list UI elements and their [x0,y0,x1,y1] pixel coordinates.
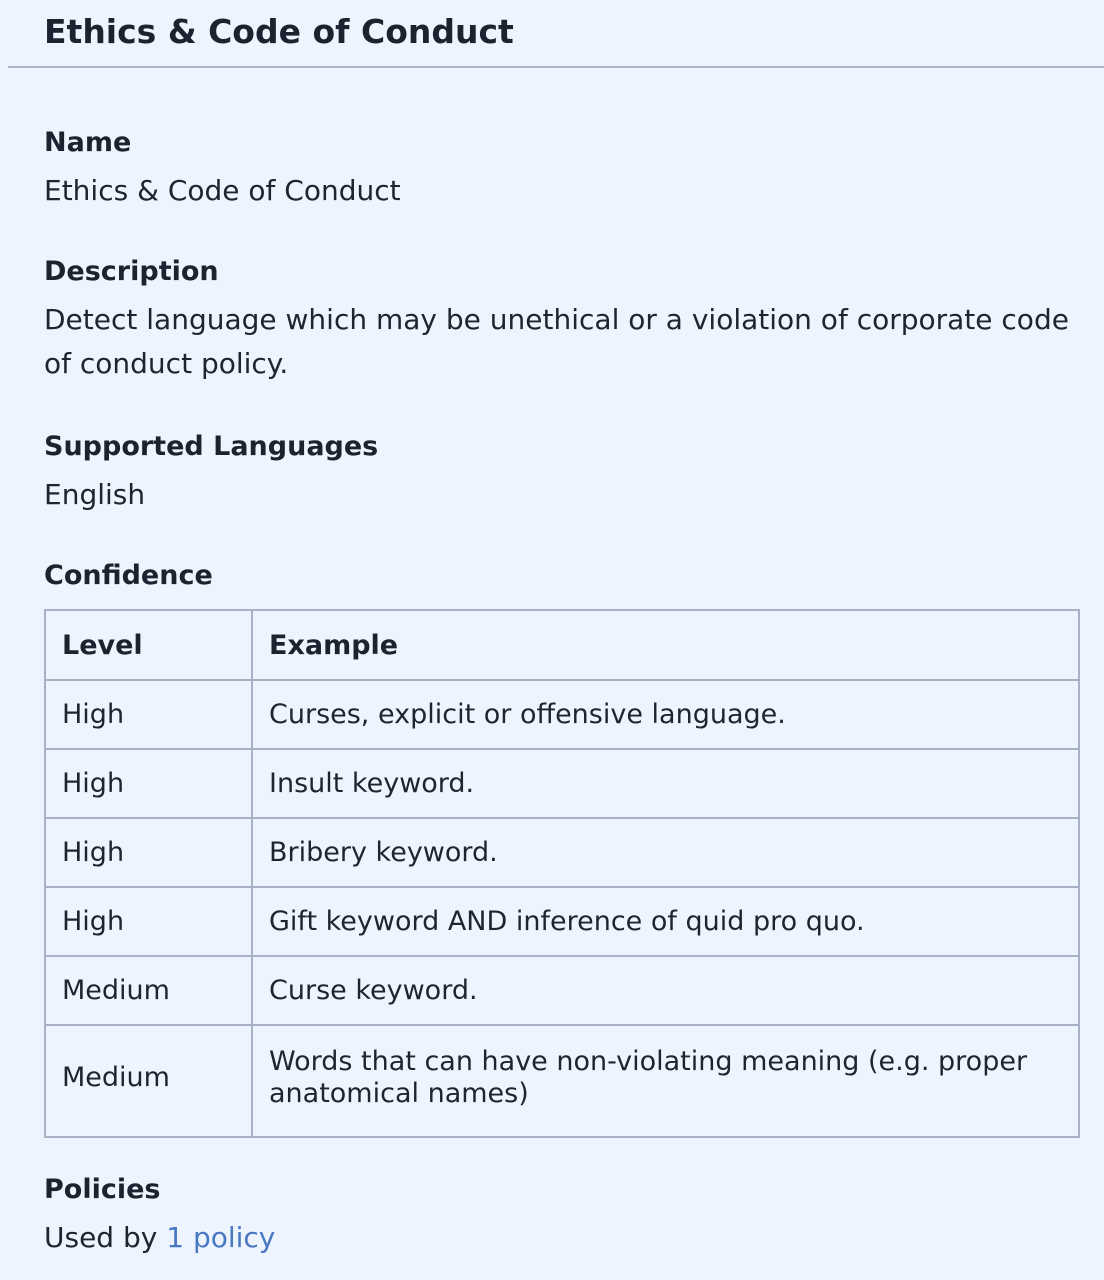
example-cell: Curse keyword. [252,956,1079,1025]
level-cell: High [45,749,252,818]
level-cell: Medium [45,1025,252,1137]
column-header-example: Example [252,610,1079,680]
example-cell: Curses, explicit or offensive language. [252,680,1079,749]
example-cell: Insult keyword. [252,749,1079,818]
policy-link[interactable]: 1 policy [166,1221,276,1254]
table-row [45,1025,1079,1137]
header [8,0,1104,68]
name-value: Ethics & Code of Conduct [44,174,401,207]
level-cell: High [45,818,252,887]
name-label: Name [44,127,132,158]
table-row [45,680,1079,749]
description-label: Description [44,256,219,287]
example-cell: Bribery keyword. [252,818,1079,887]
column-header-level: Level [45,610,252,680]
policies-label: Policies [44,1174,161,1205]
table-row [45,956,1079,1025]
level-cell: High [45,680,252,749]
policies-prefix: Used by [44,1221,167,1254]
table-row [45,818,1079,887]
supported-languages-label: Supported Languages [44,431,379,462]
level-cell: Medium [45,956,252,1025]
confidence-table [44,609,1080,1138]
level-cell: High [45,887,252,956]
table-row [45,887,1079,956]
example-cell: Gift keyword AND inference of quid pro quo. [252,887,1079,956]
policies-value [44,1216,275,1260]
table-row [45,749,1079,818]
supported-languages-value: English [44,478,146,511]
table-header-row [45,610,1079,680]
confidence-label: Confidence [44,560,213,591]
description-value: Detect language which may be unethical or a violation of corporate code of conduct policy. [44,303,1069,380]
example-cell: Words that can have non-violating meaning (e.g. proper anatomical names) [252,1025,1079,1137]
page-title: Ethics & Code of Conduct [44,12,514,51]
